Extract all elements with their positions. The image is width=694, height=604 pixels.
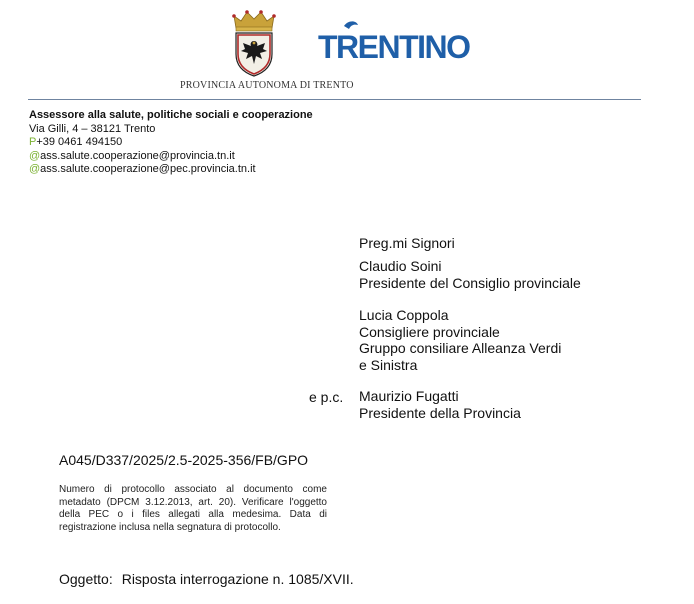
recipient-2-name: Lucia Coppola: [359, 307, 449, 323]
subject-line: [59, 571, 354, 587]
trentino-brand-logo: [318, 20, 470, 66]
coat-of-arms-logo: [228, 8, 280, 78]
recipient-2: [359, 307, 561, 373]
header-rule: [28, 99, 641, 100]
sender-pec[interactable]: ass.salute.cooperazione@pec.provincia.tn.it: [40, 163, 256, 175]
recipient-3-role: Presidente della Provincia: [359, 404, 521, 421]
cc-label: e p.c.: [309, 389, 344, 405]
recipient-2-group-line1: Gruppo consiliare Alleanza Verdi: [359, 340, 562, 356]
recipient-2-group-line2: e Sinistra: [359, 356, 418, 373]
subject-text: Risposta interrogazione n. 1085/XVII.: [121, 571, 354, 587]
email-prefix: @: [29, 149, 41, 162]
protocol-note: Numero di protocollo associato al documento come metadato (DPCM 3.12.2013, art. 20). Verificare l'oggetto della PEC o i files allegati alla medesima. Data di registrazione inclusa nella segnatura di protocollo.: [59, 484, 327, 533]
protocol-number: A045/D337/2025/2.5-2025-356/FB/GPO: [59, 452, 309, 468]
recipient-2-role: Consigliere provinciale: [359, 323, 500, 340]
recipient-1-name: Claudio Soini: [359, 258, 442, 274]
province-name: PROVINCIA AUTONOMA DI TRENTO: [180, 80, 354, 91]
trentino-logo-text: TRENTINO: [318, 29, 470, 65]
sender-phone-line: [29, 136, 313, 150]
recipient-1: [359, 258, 581, 291]
recipient-3-name: Maurizio Fugatti: [359, 388, 459, 404]
sender-block: [29, 109, 313, 177]
sender-email[interactable]: ass.salute.cooperazione@provincia.tn.it: [40, 149, 235, 162]
sender-title: Assessore alla salute, politiche sociali e cooperazione: [29, 109, 313, 121]
pec-prefix: @: [29, 163, 41, 175]
subject-label: Oggetto:: [59, 571, 113, 587]
sender-phone: +39 0461 494150: [36, 136, 123, 148]
phone-prefix: P: [29, 136, 37, 148]
sender-email-line: [29, 150, 313, 164]
sender-address: Via Gilli, 4 – 38121 Trento: [29, 122, 156, 135]
recipient-1-role: Presidente del Consiglio provinciale: [359, 274, 581, 291]
sender-pec-line: [29, 163, 313, 177]
recipient-3: [359, 388, 521, 421]
salutation: Preg.mi Signori: [359, 235, 455, 251]
